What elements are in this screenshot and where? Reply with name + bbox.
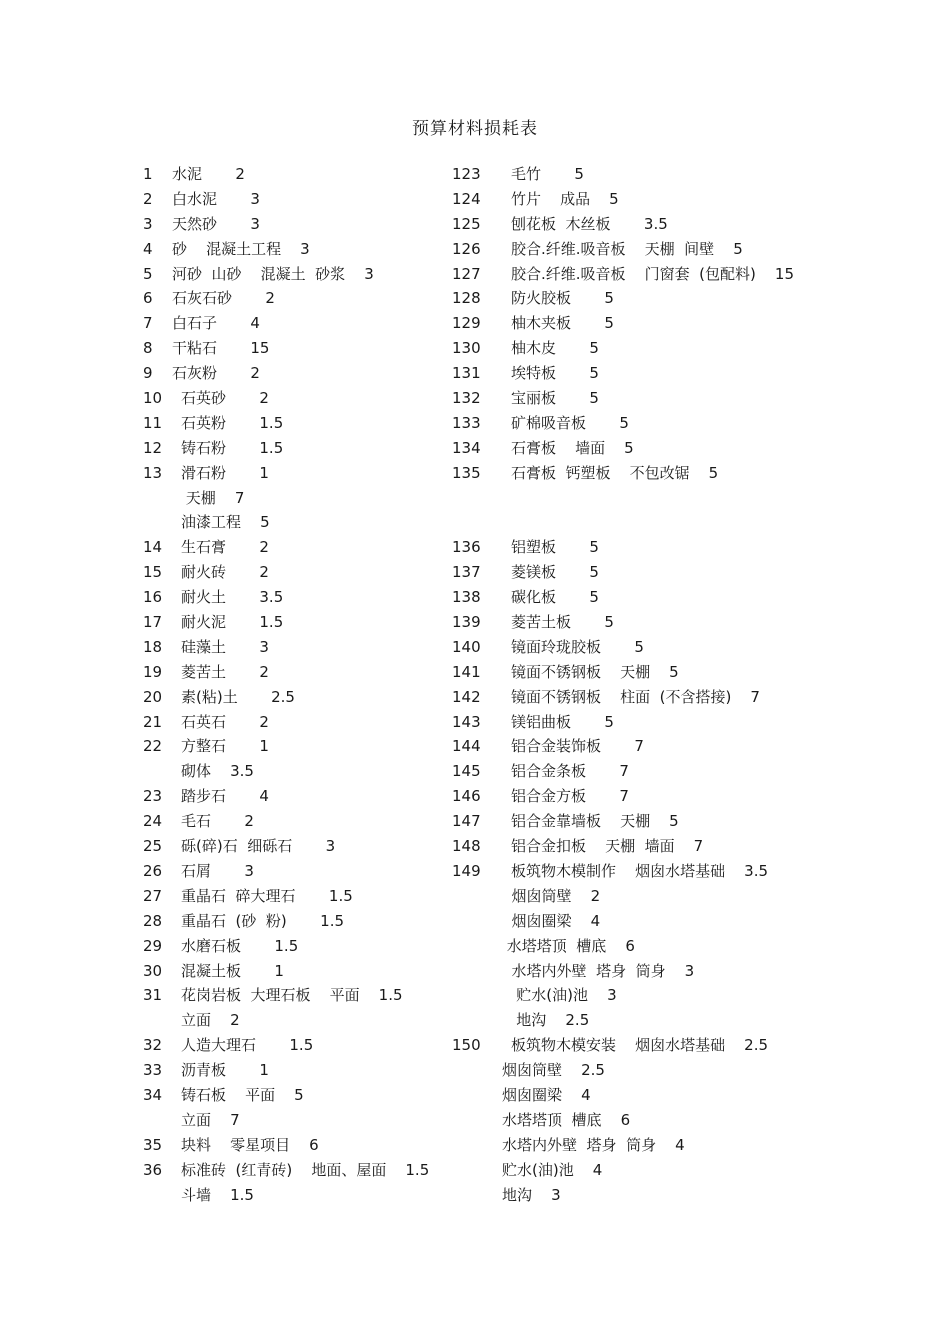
- item-text: 菱镁板 5: [511, 563, 599, 582]
- list-item: [452, 983, 812, 1008]
- item-number: 140: [452, 637, 481, 656]
- list-item: [143, 386, 503, 411]
- item-number: 28: [143, 911, 163, 930]
- list-item: [143, 162, 503, 187]
- list-item: [143, 187, 503, 212]
- list-item: [143, 212, 503, 237]
- item-text: 地沟 2.5: [502, 1011, 590, 1030]
- list-item: [452, 834, 812, 859]
- item-number: 129: [452, 314, 481, 333]
- item-number: 10: [143, 389, 163, 408]
- item-number: 6: [143, 289, 153, 308]
- item-text: 素(粘)土 2.5: [181, 687, 295, 706]
- item-text: 石灰石砂 2: [172, 289, 275, 308]
- item-text: 铸石粉 1.5: [181, 438, 284, 457]
- item-text: 毛竹 5: [511, 165, 584, 183]
- list-item: [452, 784, 812, 809]
- list-item: [452, 237, 812, 262]
- item-text: 铝合金条板 7: [511, 762, 629, 781]
- list-item: [143, 486, 503, 511]
- list-item: [452, 361, 812, 386]
- item-number: 3: [143, 214, 153, 233]
- list-item: [452, 560, 812, 585]
- list-item: [452, 934, 812, 959]
- item-text: 立面 2: [181, 1011, 240, 1030]
- item-text: 烟囱筒壁 2: [502, 886, 601, 905]
- item-text: 石英粉 1.5: [181, 413, 284, 432]
- list-item: [143, 1008, 503, 1033]
- item-text: 镁铝曲板 5: [511, 712, 614, 731]
- item-number: 141: [452, 662, 481, 681]
- item-text: 烟囱圈梁 4: [502, 1085, 591, 1104]
- item-number: 18: [143, 637, 163, 656]
- item-text: 贮水(油)池 4: [502, 1160, 603, 1179]
- list-item: [143, 411, 503, 436]
- item-text: 水泥 2: [172, 165, 245, 183]
- item-text: 胶合.纤维.吸音板 门窗套 (包配料) 15: [511, 264, 795, 283]
- list-item: [452, 710, 812, 735]
- item-text: 水塔内外壁 塔身 筒身 3: [502, 961, 695, 980]
- list-item: [452, 1158, 812, 1183]
- item-text: 毛石 2: [181, 812, 254, 831]
- item-text: 标准砖 (红青砖) 地面、屋面 1.5: [181, 1160, 430, 1179]
- list-item: [452, 187, 812, 212]
- item-number: 5: [143, 264, 153, 283]
- item-number: 16: [143, 588, 163, 607]
- item-text: 铝合金扣板 天棚 墙面 7: [511, 837, 704, 856]
- list-item: [452, 635, 812, 660]
- item-number: 123: [452, 165, 481, 183]
- list-item: [143, 1033, 503, 1058]
- item-number: 148: [452, 837, 481, 856]
- list-item: [452, 1033, 812, 1058]
- item-number: 31: [143, 986, 163, 1005]
- item-number: 25: [143, 837, 163, 856]
- item-number: 26: [143, 861, 163, 880]
- list-item: [143, 1083, 503, 1108]
- item-text: 花岗岩板 大理石板 平面 1.5: [181, 986, 403, 1005]
- right-column: [452, 162, 812, 1207]
- list-item: [143, 286, 503, 311]
- list-item: [452, 859, 812, 884]
- list-item: [143, 934, 503, 959]
- list-item: [143, 610, 503, 635]
- item-text: 天然砂 3: [172, 214, 260, 233]
- item-text: 水磨石板 1.5: [181, 936, 299, 955]
- item-text: 石膏板 钙塑板 不包改锯 5: [511, 463, 719, 482]
- item-text: 柚木皮 5: [511, 339, 599, 358]
- list-item: [452, 959, 812, 984]
- item-number: 22: [143, 737, 163, 756]
- list-item: [452, 660, 812, 685]
- list-item: [452, 1133, 812, 1158]
- list-item: [452, 734, 812, 759]
- list-item: [452, 286, 812, 311]
- item-number: 142: [452, 687, 481, 706]
- list-item: [143, 1158, 503, 1183]
- list-item: [143, 983, 503, 1008]
- item-text: 贮水(油)池 3: [502, 986, 617, 1005]
- item-text: 踏步石 4: [181, 787, 269, 806]
- list-item: [143, 311, 503, 336]
- list-item: [143, 1183, 503, 1208]
- item-number: 125: [452, 214, 481, 233]
- item-text: 铝塑板 5: [511, 538, 599, 557]
- item-number: 11: [143, 413, 163, 432]
- item-text: 石屑 3: [181, 861, 254, 880]
- page-title: 预算材料损耗表: [412, 119, 538, 139]
- item-number: 27: [143, 886, 163, 905]
- list-item: [452, 1083, 812, 1108]
- item-text: 埃特板 5: [511, 364, 599, 383]
- item-text: 耐火泥 1.5: [181, 613, 284, 632]
- item-text: 水塔内外壁 塔身 筒身 4: [502, 1135, 685, 1154]
- item-text: 石英砂 2: [181, 389, 269, 408]
- item-text: 烟囱圈梁 4: [502, 911, 601, 930]
- list-item: [452, 1183, 812, 1208]
- item-number: 20: [143, 687, 163, 706]
- item-number: 149: [452, 861, 481, 880]
- list-item: [143, 635, 503, 660]
- item-number: 147: [452, 812, 481, 831]
- item-number: 36: [143, 1160, 163, 1179]
- list-item: [452, 884, 812, 909]
- item-text: 板筑物木模安装 烟囱水塔基础 2.5: [511, 1036, 769, 1055]
- list-item: [143, 262, 503, 287]
- left-column: [143, 162, 503, 1207]
- item-text: 油漆工程 5: [181, 513, 270, 532]
- item-number: 128: [452, 289, 481, 308]
- list-item: [143, 436, 503, 461]
- list-item: [452, 685, 812, 710]
- item-number: 1: [143, 165, 153, 183]
- item-text: 白石子 4: [172, 314, 260, 333]
- item-number: 144: [452, 737, 481, 756]
- list-item: [452, 809, 812, 834]
- list-item: [452, 336, 812, 361]
- item-text: 刨花板 木丝板 3.5: [511, 214, 668, 233]
- list-item: [143, 1133, 503, 1158]
- list-item: [452, 909, 812, 934]
- list-item: [452, 411, 812, 436]
- item-number: 15: [143, 563, 163, 582]
- list-item: [452, 486, 812, 511]
- item-text: 天棚 7: [181, 488, 245, 507]
- list-item: [452, 311, 812, 336]
- item-text: 白水泥 3: [172, 189, 260, 208]
- item-text: 重晶石 碎大理石 1.5: [181, 886, 353, 905]
- item-number: 34: [143, 1085, 163, 1104]
- item-number: 2: [143, 189, 153, 208]
- item-text: 柚木夹板 5: [511, 314, 614, 333]
- item-text: 滑石粉 1: [181, 463, 269, 482]
- list-item: [452, 386, 812, 411]
- list-item: [452, 535, 812, 560]
- item-text: 镜面不锈钢板 柱面 (不含搭接) 7: [511, 687, 760, 706]
- item-number: 8: [143, 339, 153, 358]
- list-item: [452, 585, 812, 610]
- item-number: 136: [452, 538, 481, 557]
- item-text: 立面 7: [181, 1110, 240, 1129]
- item-text: 铝合金方板 7: [511, 787, 629, 806]
- list-item: [452, 436, 812, 461]
- item-number: 23: [143, 787, 163, 806]
- item-number: 12: [143, 438, 163, 457]
- item-text: 砌体 3.5: [181, 762, 254, 781]
- item-number: 33: [143, 1061, 163, 1080]
- list-item: [452, 461, 812, 486]
- item-text: 铝合金靠墙板 天棚 5: [511, 812, 679, 831]
- item-number: 138: [452, 588, 481, 607]
- item-text: 胶合.纤维.吸音板 天棚 间壁 5: [511, 239, 743, 258]
- item-text: 重晶石 (砂 粉) 1.5: [181, 911, 345, 930]
- item-text: 耐火砖 2: [181, 563, 269, 582]
- item-number: 32: [143, 1036, 163, 1055]
- list-item: [143, 535, 503, 560]
- list-item: [452, 212, 812, 237]
- list-item: [143, 1108, 503, 1133]
- item-text: 镜面玲珑胶板 5: [511, 637, 644, 656]
- item-text: 耐火土 3.5: [181, 588, 284, 607]
- item-text: 石膏板 墙面 5: [511, 438, 634, 457]
- item-number: 139: [452, 613, 481, 632]
- item-text: 镜面不锈钢板 天棚 5: [511, 662, 679, 681]
- list-item: [143, 1058, 503, 1083]
- list-item: [452, 1008, 812, 1033]
- list-item: [452, 1108, 812, 1133]
- item-text: 人造大理石 1.5: [181, 1036, 314, 1055]
- item-number: 7: [143, 314, 153, 333]
- list-item: [452, 610, 812, 635]
- item-text: 烟囱筒壁 2.5: [502, 1061, 605, 1080]
- item-number: 14: [143, 538, 163, 557]
- item-number: 130: [452, 339, 481, 358]
- item-text: 沥青板 1: [181, 1061, 269, 1080]
- list-item: [143, 909, 503, 934]
- item-number: 24: [143, 812, 163, 831]
- item-number: 13: [143, 463, 163, 482]
- item-number: 127: [452, 264, 481, 283]
- list-item: [143, 585, 503, 610]
- item-text: 碳化板 5: [511, 588, 599, 607]
- list-item: [143, 685, 503, 710]
- item-text: 竹片 成品 5: [511, 189, 619, 208]
- list-item: [143, 336, 503, 361]
- list-item: [452, 510, 812, 535]
- item-text: 菱苦土 2: [181, 662, 269, 681]
- item-number: 35: [143, 1135, 163, 1154]
- item-text: 砾(碎)石 细砾石 3: [181, 837, 336, 856]
- item-text: 矿棉吸音板 5: [511, 413, 629, 432]
- item-text: 水塔塔顶 槽底 6: [502, 936, 635, 955]
- item-number: 135: [452, 463, 481, 482]
- item-text: 防火胶板 5: [511, 289, 614, 308]
- list-item: [143, 237, 503, 262]
- item-number: 126: [452, 239, 481, 258]
- item-text: 砂 混凝土工程 3: [172, 239, 310, 258]
- list-item: [143, 759, 503, 784]
- list-item: [143, 809, 503, 834]
- item-number: 150: [452, 1036, 481, 1055]
- item-number: 21: [143, 712, 163, 731]
- list-item: [143, 884, 503, 909]
- item-number: 124: [452, 189, 481, 208]
- list-item: [143, 834, 503, 859]
- item-text: 水塔塔顶 槽底 6: [502, 1110, 631, 1129]
- item-text: 混凝土板 1: [181, 961, 284, 980]
- item-text: 生石膏 2: [181, 538, 269, 557]
- item-text: 斗墙 1.5: [181, 1185, 254, 1204]
- item-number: 146: [452, 787, 481, 806]
- list-item: [452, 759, 812, 784]
- list-item: [452, 1058, 812, 1083]
- item-text: 硅藻土 3: [181, 637, 269, 656]
- item-number: 30: [143, 961, 163, 980]
- item-number: 133: [452, 413, 481, 432]
- list-item: [143, 461, 503, 486]
- list-item: [143, 710, 503, 735]
- item-number: 4: [143, 239, 153, 258]
- list-item: [143, 734, 503, 759]
- list-item: [143, 510, 503, 535]
- item-text: 块料 零星项目 6: [181, 1135, 319, 1154]
- item-number: 131: [452, 364, 481, 383]
- item-number: 145: [452, 762, 481, 781]
- item-number: 29: [143, 936, 163, 955]
- item-text: 宝丽板 5: [511, 389, 599, 408]
- item-number: 17: [143, 613, 163, 632]
- item-number: 19: [143, 662, 163, 681]
- item-number: 9: [143, 364, 153, 383]
- item-number: 132: [452, 389, 481, 408]
- item-text: 石灰粉 2: [172, 364, 260, 383]
- item-text: 板筑物木模制作 烟囱水塔基础 3.5: [511, 861, 769, 880]
- item-text: 石英石 2: [181, 712, 269, 731]
- item-text: 方整石 1: [181, 737, 269, 756]
- list-item: [143, 361, 503, 386]
- list-item: [452, 262, 812, 287]
- list-item: [143, 560, 503, 585]
- list-item: [143, 859, 503, 884]
- list-item: [143, 784, 503, 809]
- item-number: 134: [452, 438, 481, 457]
- item-text: 干粘石 15: [172, 339, 270, 358]
- item-number: 143: [452, 712, 481, 731]
- item-text: 铝合金装饰板 7: [511, 737, 644, 756]
- item-text: 地沟 3: [502, 1185, 561, 1204]
- item-text: 河砂 山砂 混凝土 砂浆 3: [172, 264, 374, 283]
- list-item: [143, 660, 503, 685]
- list-item: [452, 162, 812, 187]
- item-text: 铸石板 平面 5: [181, 1085, 304, 1104]
- list-item: [143, 959, 503, 984]
- item-number: 137: [452, 563, 481, 582]
- item-text: 菱苦土板 5: [511, 613, 614, 632]
